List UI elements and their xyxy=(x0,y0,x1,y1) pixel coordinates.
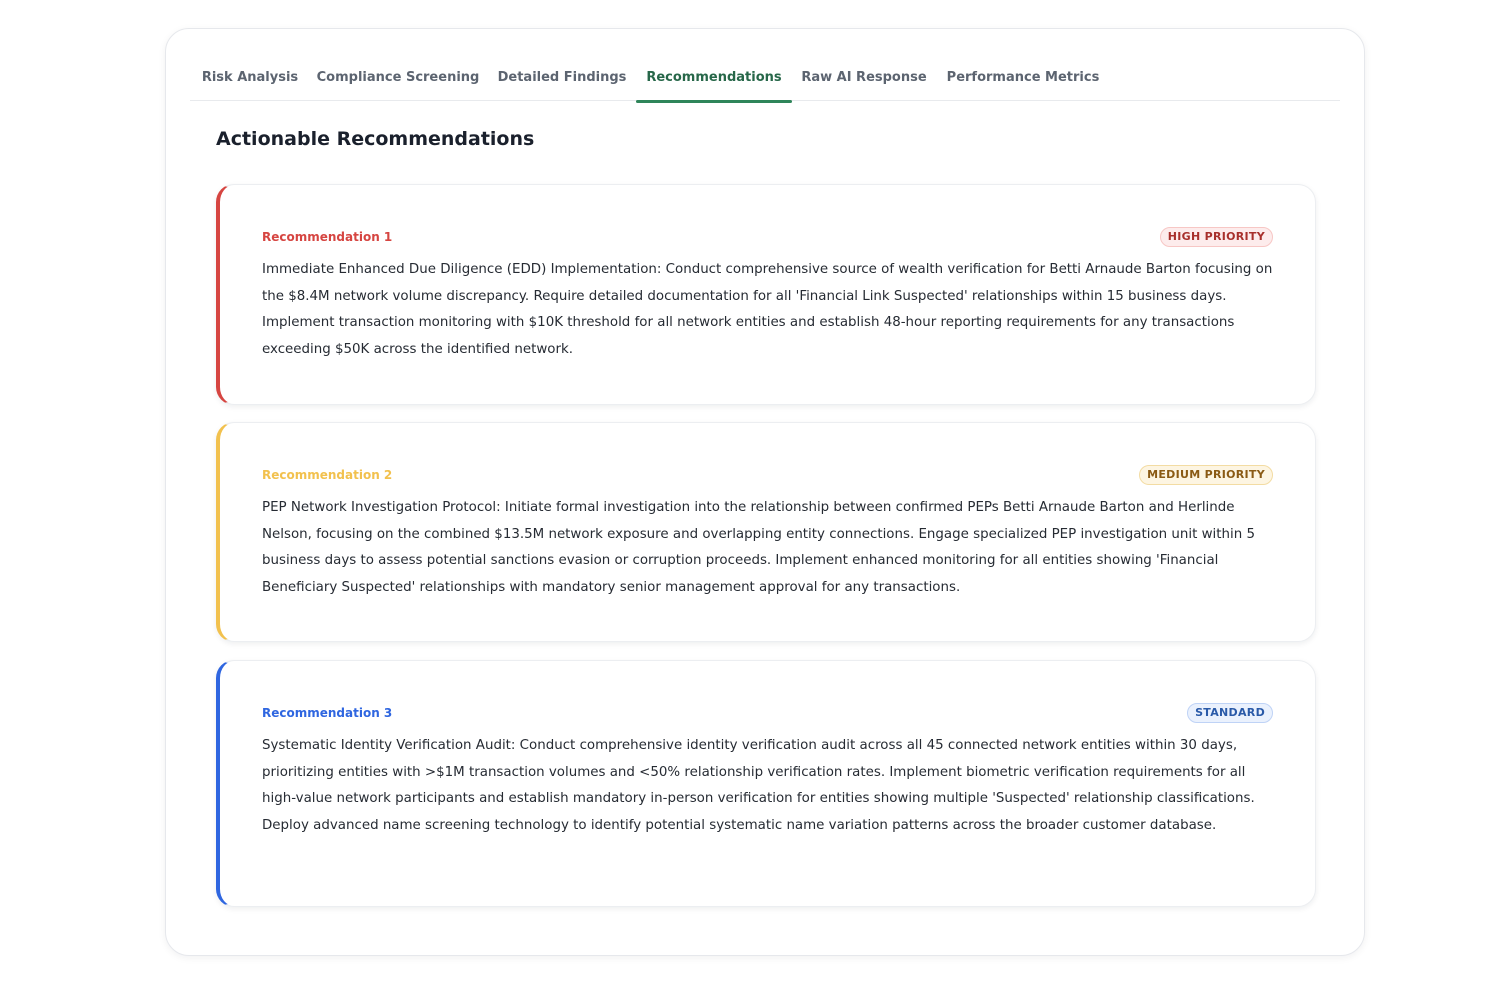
recommendation-title: Recommendation 3 xyxy=(262,706,393,720)
tab-performance-metrics[interactable]: Performance Metrics xyxy=(946,70,1100,85)
tab-bar xyxy=(190,63,1340,101)
tab-detailed-findings[interactable]: Detailed Findings xyxy=(497,70,627,85)
tab-risk-analysis[interactable]: Risk Analysis xyxy=(201,70,299,85)
tab-compliance-screening[interactable]: Compliance Screening xyxy=(316,70,480,85)
recommendation-card xyxy=(216,422,1316,642)
recommendation-text: Systematic Identity Verification Audit: Conduct comprehensive identity verification audit across all 45 connected network entities within 30 days, prioritizing entities with >$1M transaction volumes and <50% relationship verification rates. Implement biometric verification requirements for all high-value network participants and establish mandatory in-person verification for entities showing multiple 'Suspected' relationship classifications. Deploy advanced name screening technology to identify potential systematic name variation patterns across the broader customer database. xyxy=(262,738,1255,833)
recommendation-title: Recommendation 1 xyxy=(262,230,393,244)
priority-badge: MEDIUM PRIORITY xyxy=(1139,465,1273,485)
recommendation-card xyxy=(216,660,1316,907)
priority-badge: STANDARD xyxy=(1187,703,1273,723)
recommendation-text: Immediate Enhanced Due Diligence (EDD) Implementation: Conduct comprehensive source of wealth verification for Betti Arnaude Barton focusing on the $8.4M network volume discrepancy. Require detailed documentation for all 'Financial Link Suspected' relationships within 15 business days. Implement transaction monitoring with $10K threshold for all network entities and establish 48-hour reporting requirements for any transactions exceeding $50K across the identified network. xyxy=(262,262,1273,357)
recommendation-title: Recommendation 2 xyxy=(262,468,393,482)
recommendation-text: PEP Network Investigation Protocol: Initiate formal investigation into the relationship between confirmed PEPs Betti Arnaude Barton and Herlinde Nelson, focusing on the combined $13.5M network exposure and overlapping entity connections. Engage specialized PEP investigation unit within 5 business days to assess potential sanctions evasion or corruption proceeds. Implement enhanced monitoring for all entities showing 'Financial Beneficiary Suspected' relationships with mandatory senior management approval for any transactions. xyxy=(262,500,1255,595)
tab-recommendations[interactable]: Recommendations xyxy=(636,63,792,101)
section-title: Actionable Recommendations xyxy=(216,128,535,150)
recommendation-card xyxy=(216,184,1316,405)
results-panel xyxy=(165,28,1365,956)
tab-raw-ai-response[interactable]: Raw AI Response xyxy=(801,70,927,85)
priority-badge: HIGH PRIORITY xyxy=(1160,227,1273,247)
